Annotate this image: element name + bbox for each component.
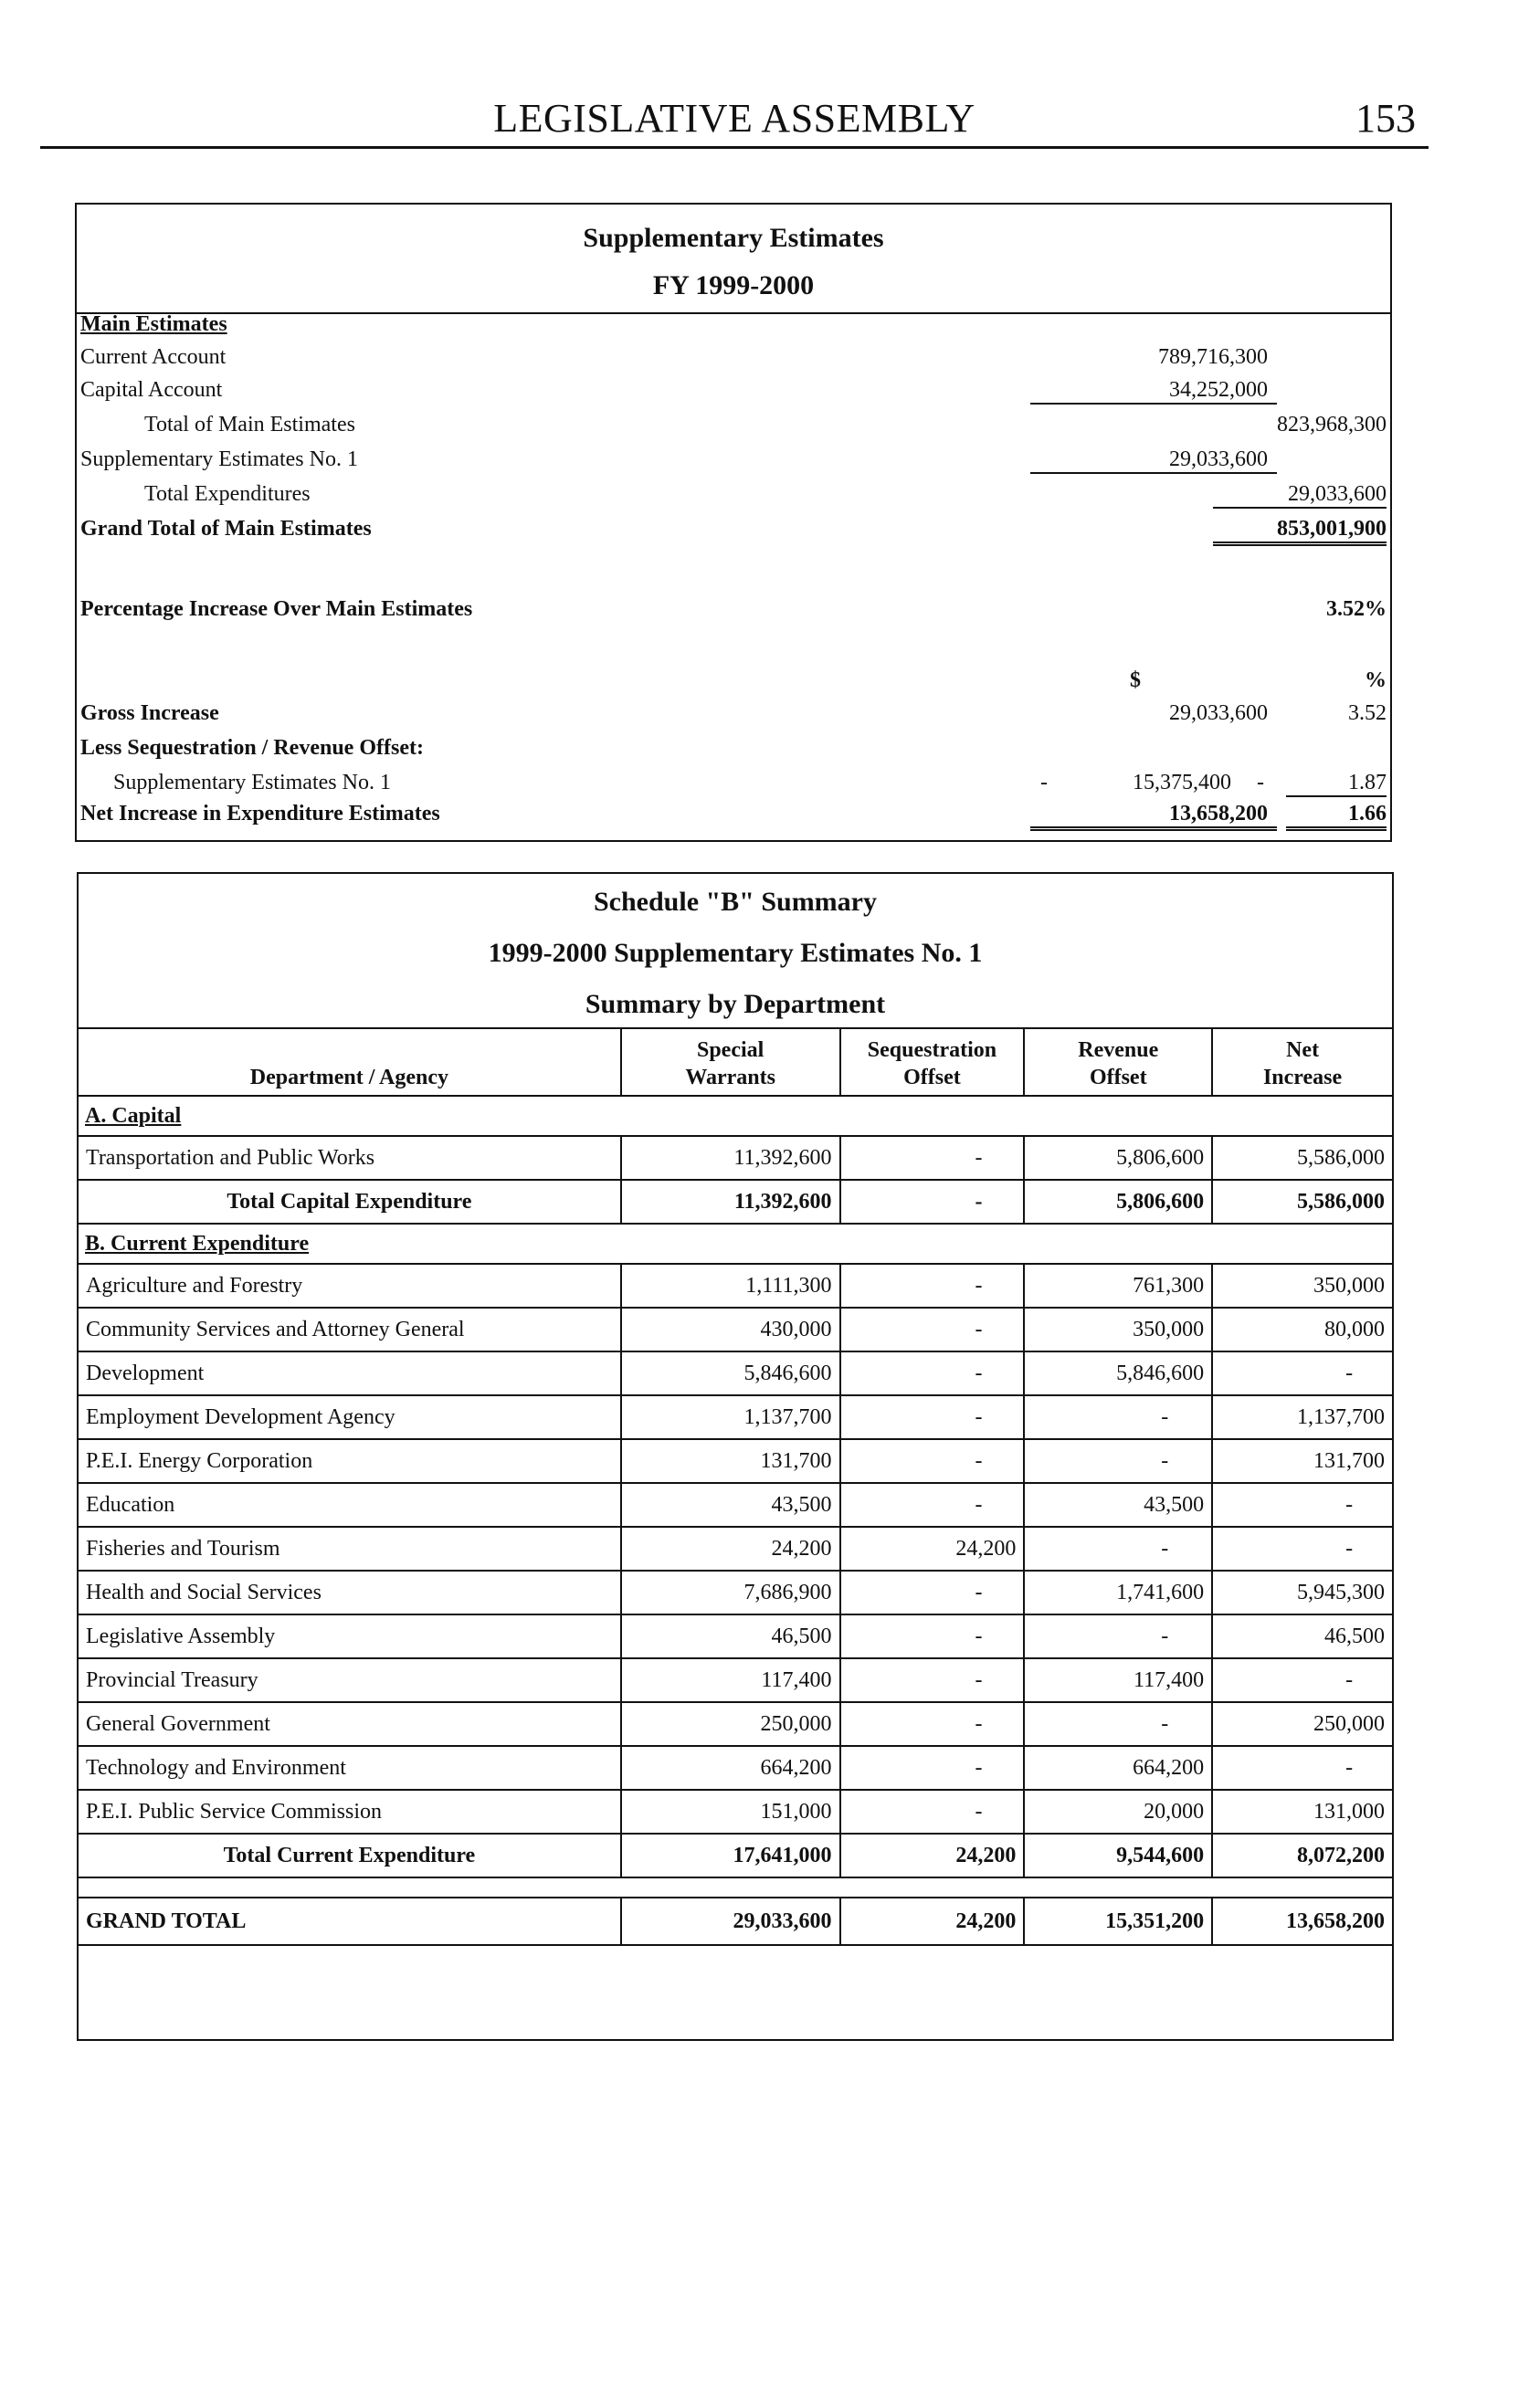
table-row (78, 1571, 1393, 1614)
grand-total-main-row (80, 517, 1387, 550)
special-warrants-value: 664,200 (621, 1746, 840, 1790)
grand-total-main-label: Grand Total of Main Estimates (80, 517, 372, 541)
department-name: Total Capital Expenditure (78, 1180, 621, 1224)
main-estimates-row (80, 312, 1387, 345)
department-name: Community Services and Attorney General (78, 1308, 621, 1351)
capital-account-label: Capital Account (80, 378, 223, 402)
department-name: GRAND TOTAL (78, 1898, 621, 1945)
special-warrants-value: 1,137,700 (621, 1395, 840, 1439)
spacer-cell (78, 1877, 1393, 1898)
section-b-row (78, 1224, 1393, 1264)
department-name: Education (78, 1483, 621, 1527)
department-name: Development (78, 1351, 621, 1395)
pct-increase-label: Percentage Increase Over Main Estimates (80, 597, 473, 621)
special-warrants-value: 24,200 (621, 1527, 840, 1571)
special-warrants-value: 43,500 (621, 1483, 840, 1527)
sequestration-offset-value: 24,200 (840, 1527, 1025, 1571)
table-row (78, 1746, 1393, 1790)
net-increase-value: - (1212, 1351, 1393, 1395)
net-increase-value: 5,586,000 (1212, 1136, 1393, 1180)
department-name: Legislative Assembly (78, 1614, 621, 1658)
table-row (78, 1308, 1393, 1351)
supplementary-subtitle: FY 1999-2000 (652, 270, 815, 300)
table-row (78, 1790, 1393, 1834)
supplementary-title: Supplementary Estimates (583, 223, 884, 253)
department-name: Agriculture and Forestry (78, 1264, 621, 1308)
supplementary-estimates-box (75, 203, 1392, 842)
revenue-offset-value: 664,200 (1024, 1746, 1212, 1790)
net-increase-row (80, 802, 1387, 835)
section-a-title: A. Capital (78, 1096, 1393, 1136)
net-increase-value: - (1212, 1527, 1393, 1571)
dollar-column-header: $ (1130, 668, 1141, 692)
supp-no1-row (80, 447, 1387, 480)
net-increase-value: 250,000 (1212, 1702, 1393, 1746)
net-increase-dollar: 13,658,200 (1030, 802, 1277, 831)
sequestration-offset-value: - (840, 1790, 1025, 1834)
current-account-row (80, 345, 1387, 378)
current-total-row (78, 1834, 1393, 1877)
total-main-label: Total of Main Estimates (144, 413, 355, 436)
page-title: LEGISLATIVE ASSEMBLY (493, 96, 975, 141)
revenue-offset-value: 43,500 (1024, 1483, 1212, 1527)
gross-increase-label: Gross Increase (80, 701, 219, 725)
table-row (78, 1702, 1393, 1746)
revenue-offset-value: 15,351,200 (1024, 1898, 1212, 1945)
total-expenditures-value: 29,033,600 (1213, 482, 1387, 509)
total-main-value: 823,968,300 (1277, 413, 1387, 436)
department-name: Transportation and Public Works (78, 1136, 621, 1180)
table-header-row (78, 1028, 1393, 1096)
spacer-row (78, 1877, 1393, 1898)
pct-increase-value: 3.52% (1326, 597, 1387, 621)
revenue-offset-value: 350,000 (1024, 1308, 1212, 1351)
total-expenditures-row (80, 482, 1387, 515)
net-increase-value: 131,700 (1212, 1439, 1393, 1483)
schedule-b-box (77, 872, 1394, 2041)
sequestration-offset-value: - (840, 1180, 1025, 1224)
less-seq-label: Less Sequestration / Revenue Offset: (80, 736, 424, 760)
table-row (78, 1483, 1393, 1527)
sequestration-offset-value: - (840, 1308, 1025, 1351)
sequestration-offset-value: - (840, 1483, 1025, 1527)
net-increase-pct: 1.66 (1286, 802, 1387, 831)
capital-account-value: 34,252,000 (1030, 378, 1277, 405)
sequestration-offset-value: - (840, 1658, 1025, 1702)
grand-total-main-value: 853,001,900 (1213, 517, 1387, 546)
special-warrants-value: 17,641,000 (621, 1834, 840, 1877)
department-name: Employment Development Agency (78, 1395, 621, 1439)
special-warrants-column-header: Special Warrants (621, 1028, 840, 1096)
section-b-title: B. Current Expenditure (78, 1224, 1393, 1264)
supp-offset-dash-right: - (1257, 771, 1264, 794)
department-name: P.E.I. Public Service Commission (78, 1790, 621, 1834)
special-warrants-value: 5,846,600 (621, 1351, 840, 1395)
less-seq-row (80, 736, 1387, 769)
table-row (78, 1136, 1393, 1180)
percent-column-header: % (1365, 668, 1387, 692)
net-increase-value: 131,000 (1212, 1790, 1393, 1834)
sequestration-offset-value: 24,200 (840, 1834, 1025, 1877)
current-account-value: 789,716,300 (1158, 345, 1268, 369)
net-increase-value: 80,000 (1212, 1308, 1393, 1351)
sequestration-offset-value: - (840, 1746, 1025, 1790)
department-name: Fisheries and Tourism (78, 1527, 621, 1571)
revenue-offset-value: 20,000 (1024, 1790, 1212, 1834)
sequestration-offset-value: - (840, 1351, 1025, 1395)
table-row (78, 1527, 1393, 1571)
total-expenditures-label: Total Expenditures (144, 482, 311, 506)
department-name: Technology and Environment (78, 1746, 621, 1790)
net-increase-value: 350,000 (1212, 1264, 1393, 1308)
sequestration-offset-value: - (840, 1264, 1025, 1308)
sequestration-offset-value: - (840, 1395, 1025, 1439)
table-row (78, 1614, 1393, 1658)
sequestration-offset-value: - (840, 1614, 1025, 1658)
capital-account-row (80, 378, 1387, 411)
special-warrants-value: 151,000 (621, 1790, 840, 1834)
special-warrants-value: 131,700 (621, 1439, 840, 1483)
net-increase-value: 5,586,000 (1212, 1180, 1393, 1224)
revenue-offset-value: - (1024, 1439, 1212, 1483)
sequestration-offset-value: - (840, 1136, 1025, 1180)
sequestration-offset-value: - (840, 1702, 1025, 1746)
net-increase-value: 13,658,200 (1212, 1898, 1393, 1945)
revenue-offset-value: 9,544,600 (1024, 1834, 1212, 1877)
department-summary-table (77, 1027, 1394, 1946)
supp-no1-label: Supplementary Estimates No. 1 (80, 447, 358, 471)
table-row (78, 1395, 1393, 1439)
gross-increase-dollar: 29,033,600 (1169, 701, 1268, 725)
revenue-offset-value: 761,300 (1024, 1264, 1212, 1308)
net-increase-value: 46,500 (1212, 1614, 1393, 1658)
dept-column-header: Department / Agency (78, 1028, 621, 1096)
revenue-offset-value: - (1024, 1614, 1212, 1658)
sequestration-offset-value: - (840, 1571, 1025, 1614)
table-row (78, 1351, 1393, 1395)
net-increase-value: - (1212, 1746, 1393, 1790)
supp-no1-value: 29,033,600 (1030, 447, 1277, 474)
grand-total-row (78, 1898, 1393, 1945)
revenue-offset-value: - (1024, 1527, 1212, 1571)
schedule-subtitle: 1999-2000 Supplementary Estimates No. 1 (488, 938, 983, 968)
special-warrants-value: 46,500 (621, 1614, 840, 1658)
net-increase-value: - (1212, 1658, 1393, 1702)
supp-offset-dash-left: - (1040, 771, 1048, 794)
department-name: P.E.I. Energy Corporation (78, 1439, 621, 1483)
table-row (78, 1439, 1393, 1483)
special-warrants-value: 117,400 (621, 1658, 840, 1702)
net-increase-column-header: Net Increase (1212, 1028, 1393, 1096)
net-increase-label: Net Increase in Expenditure Estimates (80, 802, 440, 825)
supp-offset-label: Supplementary Estimates No. 1 (113, 771, 391, 794)
special-warrants-value: 1,111,300 (621, 1264, 840, 1308)
net-increase-value: - (1212, 1483, 1393, 1527)
schedule-title: Schedule "B" Summary (593, 887, 877, 917)
column-headers-row (80, 668, 1387, 701)
revenue-offset-value: - (1024, 1702, 1212, 1746)
supp-offset-row (80, 771, 1387, 804)
schedule-summary-title: Summary by Department (585, 989, 886, 1019)
total-main-row (80, 413, 1387, 446)
current-account-label: Current Account (80, 345, 227, 369)
department-name: Total Current Expenditure (78, 1834, 621, 1877)
revenue-offset-value: 117,400 (1024, 1658, 1212, 1702)
department-name: Health and Social Services (78, 1571, 621, 1614)
section-a-row (78, 1096, 1393, 1136)
capital-total-row (78, 1180, 1393, 1224)
gross-increase-pct: 3.52 (1348, 701, 1387, 725)
department-name: General Government (78, 1702, 621, 1746)
special-warrants-value: 7,686,900 (621, 1571, 840, 1614)
supp-offset-dollar: 15,375,400 (1133, 771, 1231, 794)
net-increase-value: 1,137,700 (1212, 1395, 1393, 1439)
sequestration-offset-value: 24,200 (840, 1898, 1025, 1945)
revenue-offset-column-header: Revenue Offset (1024, 1028, 1212, 1096)
net-increase-value: 5,945,300 (1212, 1571, 1393, 1614)
table-row (78, 1658, 1393, 1702)
revenue-offset-value: 5,806,600 (1024, 1180, 1212, 1224)
revenue-offset-value: - (1024, 1395, 1212, 1439)
special-warrants-value: 11,392,600 (621, 1136, 840, 1180)
special-warrants-value: 29,033,600 (621, 1898, 840, 1945)
sequestration-offset-column-header: Sequestration Offset (840, 1028, 1025, 1096)
sequestration-offset-value: - (840, 1439, 1025, 1483)
department-name: Provincial Treasury (78, 1658, 621, 1702)
supp-offset-pct: 1.87 (1286, 771, 1387, 797)
revenue-offset-value: 5,806,600 (1024, 1136, 1212, 1180)
gross-increase-row (80, 701, 1387, 734)
special-warrants-value: 11,392,600 (621, 1180, 840, 1224)
table-row (78, 1264, 1393, 1308)
pct-increase-row (80, 597, 1387, 630)
revenue-offset-value: 5,846,600 (1024, 1351, 1212, 1395)
net-increase-value: 8,072,200 (1212, 1834, 1393, 1877)
main-estimates-label: Main Estimates (80, 312, 227, 336)
page-header (40, 91, 1429, 149)
page-number: 153 (1355, 96, 1416, 141)
revenue-offset-value: 1,741,600 (1024, 1571, 1212, 1614)
special-warrants-value: 430,000 (621, 1308, 840, 1351)
special-warrants-value: 250,000 (621, 1702, 840, 1746)
